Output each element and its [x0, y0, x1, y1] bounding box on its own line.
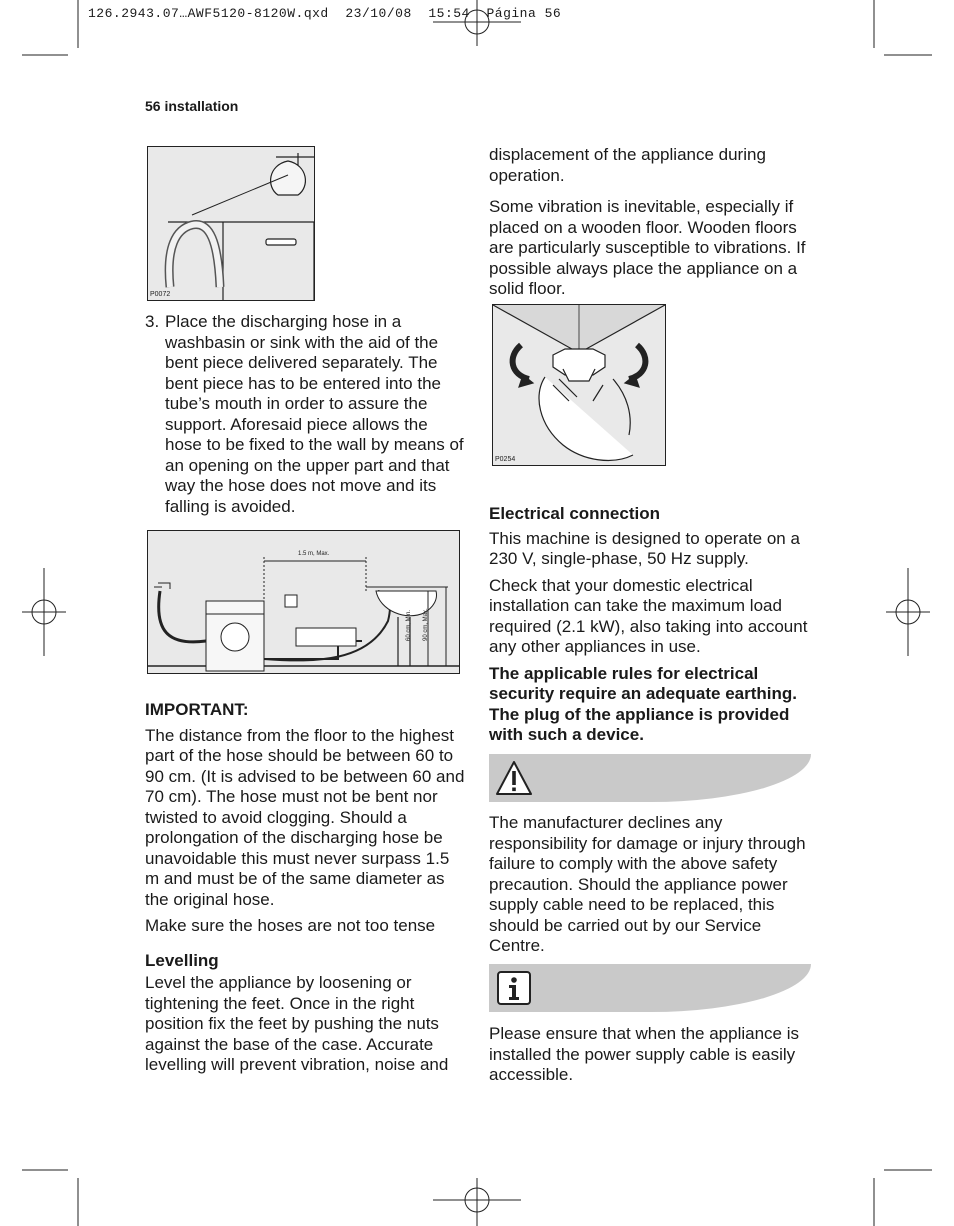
check-text: Check that your domestic electrical installation can take the maximum load required (2.1 kW), also taking into account any other appliances in use.: [489, 575, 808, 656]
step-number: 3.: [145, 312, 160, 331]
levelling-foot-figure: [492, 304, 666, 466]
levelling-heading: Levelling: [145, 950, 219, 970]
manufacturer-text: The manufacturer declines any responsibility for damage or injury through failure to comply with the above safety precaution. Should the appliance power supply cable need to be replaced, this should be carried out by our Service Centre.: [489, 813, 806, 955]
warning-triangle-icon: [496, 760, 532, 796]
continued-text: displacement of the appliance during operation.: [489, 145, 766, 185]
earthing-rules-text: The applicable rules for electrical security require an adequate earthing. The plug of the appliance is provided with such a device.: [489, 663, 797, 744]
right-column-top: [489, 145, 811, 306]
min-height-label: 60 cm, Min.: [406, 609, 412, 641]
important-text: The distance from the floor to the highest part of the hose should be between 60 to 90 cm. (It is advised to be between 60 and 70 cm). The hose must not be bent nor twisted to avoid clogging. Should a prolongation of the discharging hose be unavoidable this must never surpass 1.5 m and must be of the same diameter as the original hose.: [145, 725, 465, 909]
figure-code: P0072: [150, 291, 171, 298]
file-slug: 126.2943.07…AWF5120-8120W.qxd 23/10/08 15:54 Página 56: [88, 6, 562, 21]
levelling-text: Level the appliance by loosening or tightening the feet. Once in the right position fix the feet by pushing the nuts against the base of the case. Accurate levelling will prevent vibration, noise and: [145, 973, 449, 1074]
left-column-text: [145, 700, 467, 1082]
important-heading: IMPORTANT:: [145, 700, 249, 719]
max-height-label: 90 cm, Max.: [423, 608, 429, 641]
supply-text: This machine is designed to operate on a 230 V, single-phase, 50 Hz supply.: [489, 528, 800, 568]
info-icon: [496, 970, 532, 1006]
figure-code: P0254: [495, 456, 516, 463]
vibration-text: Some vibration is inevitable, especially if placed on a wooden floor. Wooden floors are particularly susceptible to vibrations. If possible always place the appliance on a solid floor.: [489, 197, 806, 298]
installation-diagram: [147, 530, 460, 674]
hose-bend-figure: [147, 146, 315, 301]
access-text: Please ensure that when the appliance is installed the power supply cable is easily accessible.: [489, 1024, 799, 1084]
manufacturer-note: [489, 813, 811, 963]
running-head: 56 installation: [145, 98, 239, 114]
horizontal-distance-label: 1.5 m, Max.: [298, 551, 330, 557]
step-3: [145, 312, 467, 517]
electrical-heading: Electrical connection: [489, 504, 660, 523]
right-column-middle: [489, 504, 811, 752]
tense-text: Make sure the hoses are not too tense: [145, 916, 436, 935]
access-note: [489, 1024, 811, 1092]
step-text: Place the discharging hose in a washbasin or sink with the aid of the bent piece delivered separately. The bent piece has to be entered into the tube’s mouth in order to assure the support. Aforesaid piece allows the hose to be fixed to the wall by means of an opening on the upper part and that way the hose does not move and its falling is avoided.: [165, 312, 464, 516]
